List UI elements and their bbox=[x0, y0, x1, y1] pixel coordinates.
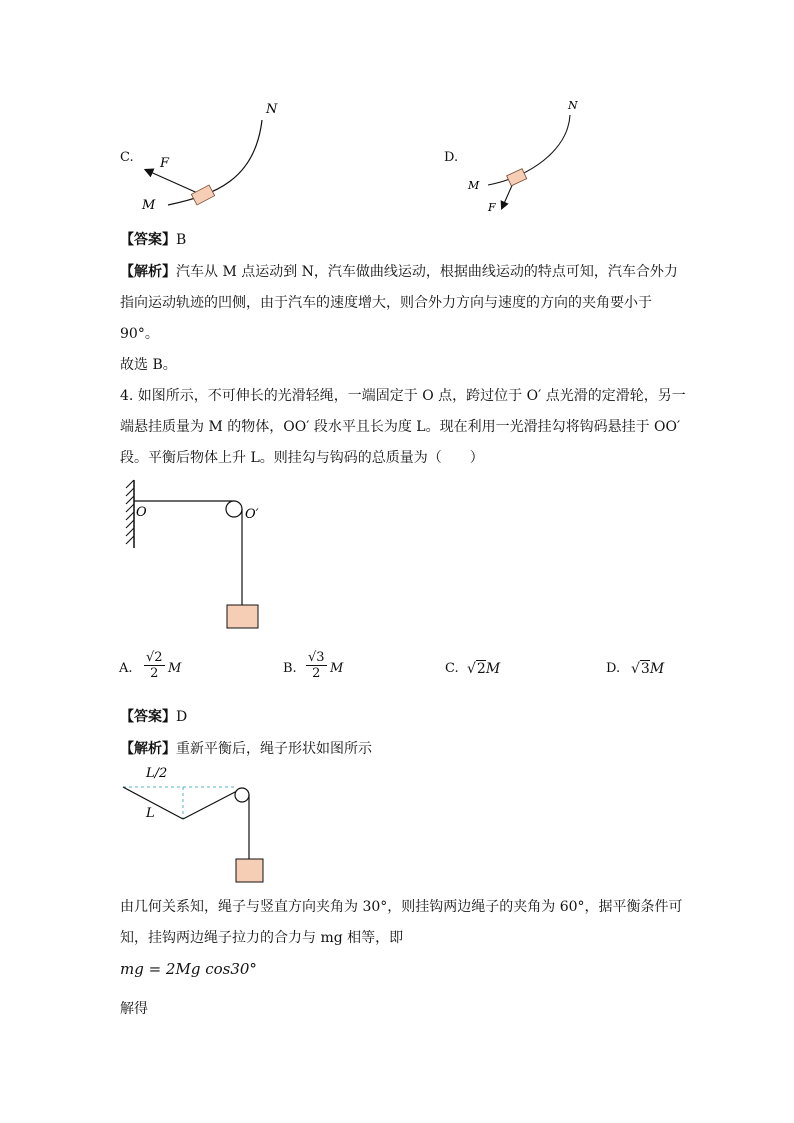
question-4-line-2: 端悬挂质量为 M 的物体，OO′ 段水平且长为度 L。现在利用一光滑挂勾将钩码悬挂于 OO′ bbox=[120, 419, 681, 435]
analysis-4-intro-text: 重新平衡后，绳子形状如图所示 bbox=[176, 741, 372, 757]
answer-3 bbox=[120, 229, 186, 249]
choice-d-sqrt-sign: √ bbox=[631, 661, 640, 677]
wall-hatch bbox=[126, 480, 134, 544]
choice-d-root: 3 bbox=[640, 661, 650, 677]
label-n-d: N bbox=[568, 99, 578, 112]
analysis-3-line-2: 指向运动轨迹的凹侧，由于汽车的速度增大，则合外力方向与速度的方向的夹角要小于 bbox=[120, 295, 652, 311]
choice-d-label: D. bbox=[606, 661, 621, 676]
choice-b-fraction bbox=[306, 650, 327, 681]
force-arrow-c bbox=[146, 170, 202, 195]
analysis-3-text-1: 汽车从 M 点运动到 N，汽车做曲线运动，根据曲线运动的特点可知，汽车合外力 bbox=[176, 264, 678, 280]
analysis-3-line-4: 故选 B。 bbox=[120, 357, 177, 373]
pulley-2 bbox=[235, 788, 249, 802]
choice-b-label: B. bbox=[283, 661, 297, 676]
choice-d-var: M bbox=[649, 661, 665, 677]
car-block-c bbox=[191, 185, 214, 205]
option-c-diagram bbox=[130, 95, 290, 220]
label-m-c: M bbox=[142, 198, 156, 213]
question-4-diagram bbox=[118, 478, 278, 633]
label-o: O bbox=[136, 505, 147, 520]
analysis-4-diagram bbox=[118, 762, 278, 887]
analysis-4-tag: 【解析】 bbox=[120, 741, 176, 757]
choice-b-denominator: 2 bbox=[312, 666, 321, 681]
rope-right bbox=[183, 791, 237, 819]
label-half-l: L/2 bbox=[146, 766, 168, 781]
label-o-prime: O′ bbox=[245, 507, 259, 522]
label-l: L bbox=[146, 806, 155, 821]
question-4-line-3: 段。平衡后物体上升 L。则挂勾与钩码的总质量为（ ） bbox=[120, 450, 484, 466]
answer-3-tag: 【答案】 bbox=[120, 232, 176, 248]
option-d-diagram bbox=[460, 95, 590, 220]
analysis-4-intro bbox=[120, 738, 372, 758]
choice-c-expr bbox=[467, 661, 500, 677]
car-block-d bbox=[507, 169, 527, 186]
choice-a-label: A. bbox=[119, 661, 133, 676]
choice-b-var: M bbox=[330, 661, 344, 676]
label-n-c: N bbox=[266, 102, 278, 117]
choice-a-fraction bbox=[144, 650, 165, 681]
hanging-mass bbox=[227, 605, 258, 628]
choice-b-numerator: √3 bbox=[308, 650, 325, 665]
trajectory-curve-d bbox=[488, 115, 570, 185]
answer-4 bbox=[120, 706, 187, 726]
label-m-d: M bbox=[468, 179, 480, 192]
hanging-mass-2 bbox=[236, 859, 263, 882]
analysis-4-line-1: 由几何关系知，绳子与竖直方向夹角为 30°，则挂钩两边绳子的夹角为 60°，据平衡条件可 bbox=[120, 899, 683, 915]
answer-4-value: D bbox=[176, 709, 188, 725]
analysis-4-line-3: 解得 bbox=[120, 1001, 148, 1017]
analysis-3-line-1 bbox=[120, 261, 678, 281]
analysis-3-tag: 【解析】 bbox=[120, 264, 176, 280]
choice-a-var: M bbox=[168, 661, 182, 676]
trajectory-curve-c bbox=[168, 120, 262, 205]
choice-c-sqrt-sign: √ bbox=[467, 661, 476, 677]
analysis-4-equation: mg = 2Mg cos30° bbox=[120, 960, 257, 978]
option-d-label: D. bbox=[444, 150, 459, 165]
choice-a-denominator: 2 bbox=[150, 666, 159, 681]
analysis-3-line-3: 90°。 bbox=[120, 326, 159, 342]
answer-3-value: B bbox=[176, 232, 187, 248]
choice-a-numerator: √2 bbox=[146, 650, 163, 665]
label-f-d: F bbox=[488, 201, 496, 214]
pulley bbox=[226, 501, 242, 517]
choice-d-expr bbox=[631, 661, 664, 677]
choice-c-var: M bbox=[485, 661, 501, 677]
choice-c-root: 2 bbox=[476, 661, 486, 677]
label-f-c: F bbox=[160, 156, 170, 171]
analysis-4-line-2: 知，挂钩两边绳子拉力的合力与 mg 相等，即 bbox=[120, 930, 404, 946]
question-4-line-1: 4. 如图所示，不可伸长的光滑轻绳，一端固定于 O 点，跨过位于 O′ 点光滑的定滑轮，另一 bbox=[120, 388, 686, 404]
option-c-label: C. bbox=[120, 150, 134, 165]
answer-4-tag: 【答案】 bbox=[120, 709, 176, 725]
choice-c-label: C. bbox=[445, 661, 459, 676]
